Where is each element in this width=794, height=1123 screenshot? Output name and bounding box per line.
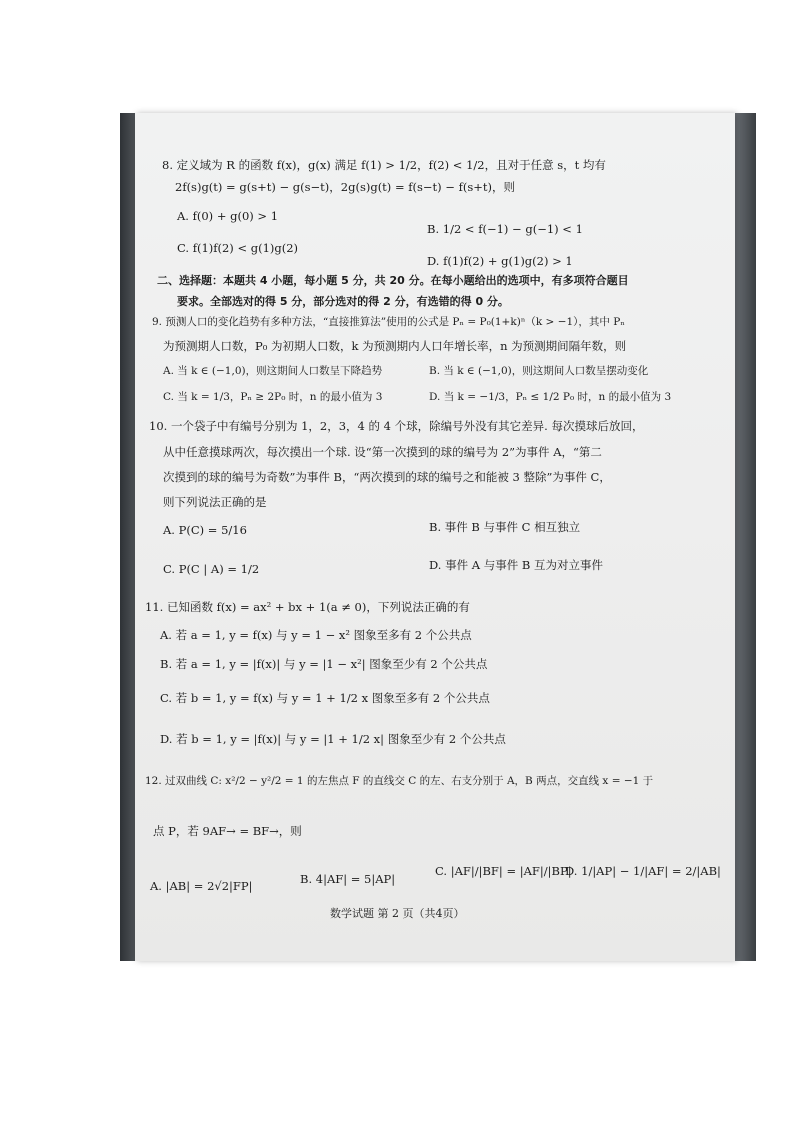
q10-stem-1: 10. 一个袋子中有编号分别为 1，2，3，4 的 4 个球，除编号外没有其它差异. 每次摸球后放回， (149, 419, 644, 433)
q10-option-d: D. 事件 A 与事件 B 互为对立事件 (429, 558, 603, 572)
section2-instructions-1: 二、选择题：本题共 4 小题，每小题 5 分，共 20 分。在每小题给出的选项中，有多项符合题目 (157, 274, 629, 287)
laptop-edge (734, 113, 756, 961)
q8-option-b: B. 1/2 < f(−1) − g(−1) < 1 (427, 222, 583, 236)
q8-stem: 8. 定义域为 R 的函数 f(x)，g(x) 满足 f(1) > 1/2，f(2) < 1/2，且对于任意 s，t 均有 (162, 158, 606, 172)
q10-stem-2: 从中任意摸球两次，每次摸出一个球. 设“第一次摸到的球的编号为 2”为事件 A，“第二 (163, 445, 602, 459)
q11-option-a: A. 若 a = 1, y = f(x) 与 y = 1 − x² 图象至多有 2 个公共点 (160, 628, 472, 642)
q12-option-c: C. |AF|/|BF| = |AF|/|BP| (435, 864, 572, 878)
q12-stem-2: 点 P，若 9AF→ = BF→，则 (153, 824, 302, 838)
q9-option-d: D. 当 k = −1/3，Pₙ ≤ 1/2 P₀ 时，n 的最小值为 3 (429, 391, 672, 403)
section2-instructions-2: 要求。全部选对的得 5 分，部分选对的得 2 分，有选错的得 0 分。 (177, 295, 509, 308)
q9-option-c: C. 当 k = 1/3，Pₙ ≥ 2P₀ 时，n 的最小值为 3 (163, 391, 383, 403)
q10-option-c: C. P(C | A) = 1/2 (163, 562, 260, 576)
q9-stem-1: 9. 预测人口的变化趋势有多种方法，“直接推算法”使用的公式是 Pₙ = P₀(1+k)ⁿ（k > −1），其中 Pₙ (152, 316, 625, 328)
q12-option-a: A. |AB| = 2√2|FP| (150, 879, 253, 893)
q11-stem: 11. 已知函数 f(x) = ax² + bx + 1(a ≠ 0)，下列说法正确的有 (145, 600, 470, 614)
exam-sheet (135, 113, 735, 961)
q11-option-b: B. 若 a = 1, y = |f(x)| 与 y = |1 − x²| 图象至少有 2 个公共点 (160, 657, 488, 671)
q8-option-a: A. f(0) + g(0) > 1 (177, 209, 279, 223)
q10-stem-3: 次摸到的球的编号为奇数”为事件 B，“两次摸到的球的编号之和能被 3 整除”为事件 C， (163, 470, 611, 484)
q11-option-d: D. 若 b = 1, y = |f(x)| 与 y = |1 + 1/2 x| 图象至少有 2 个公共点 (160, 732, 506, 746)
q8-conditions: 2f(s)g(t) = g(s+t) − g(s−t)，2g(s)g(t) = f(s−t) − f(s+t)，则 (175, 180, 515, 194)
q9-stem-2: 为预测期人口数，P₀ 为初期人口数，k 为预测期内人口年增长率，n 为预测期间隔年数，则 (163, 339, 627, 353)
q12-option-d: D. 1/|AP| − 1/|AF| = 2/|AB| (565, 864, 721, 878)
q9-option-a: A. 当 k ∈ (−1,0)，则这期间人口数呈下降趋势 (163, 365, 383, 377)
q10-stem-4: 则下列说法正确的是 (163, 495, 267, 509)
q12-stem-1: 12. 过双曲线 C: x²/2 − y²/2 = 1 的左焦点 F 的直线交 C 的左、右支分别于 A，B 两点，交直线 x = −1 于 (145, 775, 654, 787)
q10-option-b: B. 事件 B 与事件 C 相互独立 (429, 520, 581, 534)
q8-option-d: D. f(1)f(2) + g(1)g(2) > 1 (427, 254, 573, 268)
q11-option-c: C. 若 b = 1, y = f(x) 与 y = 1 + 1/2 x 图象至多有 2 个公共点 (160, 691, 490, 705)
q8-option-c: C. f(1)f(2) < g(1)g(2) (177, 241, 299, 255)
q9-option-b: B. 当 k ∈ (−1,0)，则这期间人口数呈摆动变化 (429, 365, 649, 377)
q10-option-a: A. P(C) = 5/16 (163, 523, 247, 537)
page-footer: 数学试题 第 2 页（共4页） (330, 907, 465, 920)
q12-option-b: B. 4|AF| = 5|AP| (300, 872, 396, 886)
